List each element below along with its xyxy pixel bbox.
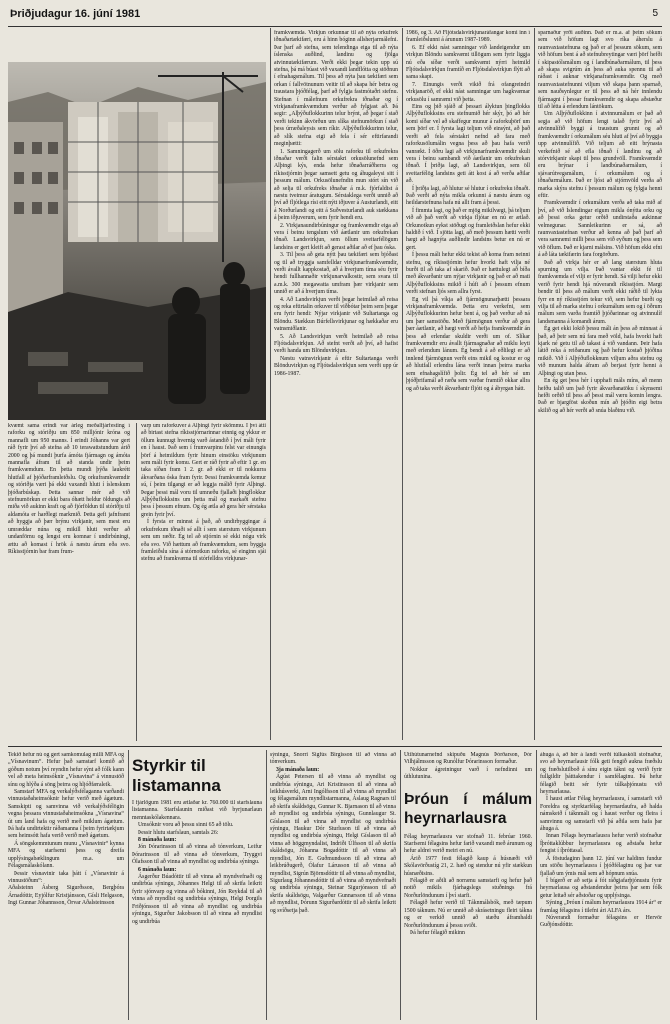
article-paragraph: Nokkur ágreiningur varð í nefndinni um úthlutunina. [404, 766, 532, 781]
article-paragraph: Á föstudaginn þann 12. júní var haldinn fundur um stöðu heyrnarlausra í þjóðfélaginu og þar var fjallað um ýmis mál sem að hópnum snúa. [540, 855, 662, 877]
column-rule [136, 423, 137, 741]
article-paragraph: Félagið hefur verið til Táknmálsbók, með tæpum 1500 táknum. Nú er unnið að skrásetningu fleiri tákna og er verkið unnið að stæðu áframhaldi Norðurlöndunum á þessu sviði. [404, 900, 532, 929]
section-divider [8, 746, 662, 747]
article-paragraph: Í fimmta lagi, og það er mjög mikilvægt, þá teljum við að það verði að virkja fljótar en nú er ætlað. Orkunotkun eykst stöðugt og framleiðslan hefur ekki haldið í við. Í sjötta lagi, að með þessum hætti verði hægt að hagnýta auðlindir landsins betur en nú er gert. [406, 207, 530, 251]
article-paragraph: Framkvæmdir í orkumálum verða að taka mið af því, að við Íslendingar eigum mikla ónýtta orku og að þessi orka getur orðið undirstaða aukinnar velmegunar. Sannleikurinn er sá, að raunvaxtastefnan verður að kenna að það þarf að vera samræmi milli þess sem við eyðum og þess sem við öflum. Það er kjarni málsins. Við höfum ekki efni á að láta tækifærin fara forgörðum. [538, 200, 662, 259]
article-paragraph: En ég get þess hér í upphafi máls míns, að menn hefðu talið um það fyrir ákvarðanatöku í skynsemi hefði orðið til þess að þessi mál væru komin lengra. Það er bjargföst skoðun mín að þjóðin eigi betra skilið og að hér verði að snúa blaðinu við. [538, 378, 662, 414]
construction-photo [8, 62, 266, 420]
article-paragraph: 1986, og 3. Að Fljótsdalsvirkjunaráfangar komi inn í framleiðslunni á árunum 1987-1989. [406, 30, 530, 44]
article-paragraph: 4. Að Landsvirkjun verði þegar heimilað að reisa og reka eftirtalin orkuver til viðbótar þeim sem þegar eru fyrir hendi: Nýjar virkjanir við Sultartanga og Blöndu. Stækkun Búrfellsvirkjunar og hækkaðar eru vatnsmiðlanir. [274, 296, 398, 333]
column-rule [536, 750, 537, 1020]
section-label: 6 mánaða laun: [138, 866, 177, 873]
column-rule [534, 28, 535, 740]
article-paragraph: 7. Einungis verði vikið frá ofangreindri virkjanaröð, ef ekki nást samningar um hagkvæmar orkusölu í samræmi við þetta. [406, 81, 530, 103]
article-paragraph: sýningu, Snorri Sigfús Birgisson til að vinna að tónverkum. [270, 752, 396, 766]
section-label: 3ja mánaða laun: [276, 766, 320, 773]
article-paragraph: Næstu vatnsvirkjanir á eftir Sultartanga verði Blönduvirkjun og Fljótsdalsvirkjun sem verði upp úr 1986-1987. [274, 355, 398, 377]
article-paragraph: Það að virkja hér er að lang stærstum hluta spurning um vilja. Það vantar ekki fé til framkvæmda ef vilji er fyrir hendi. Sá vilji hefur ekki verið fyrir hendi hjá núverandi ríkisstjórn. Margt bendir til þess að málum verði ekki ráðið til lykta fyrr en ný ríkisstjórn tekur við, sem hefur burði og vilja til að marka stefnu í orkumálum sem og í öðrum málum sem varða framtíð þjóðarinnar og atvinnulíf landsmanna á komandi árum. [538, 259, 662, 325]
article-paragraph: varp um raforkuver á Alþingi fyrir skömmu. Í því átti að birtast stefna ríkisstjórnarinnar einnig og ykkur er öllum kunnugt hvernig varð ástandið í því máli fyrir en í haust. Það sem í frumvarpinu felst var einungis þörf á heimildum fyrir hinum einstöku virkjunum sem máli fyrir komu. Gert er ráð fyrir að eftir 1 gr. en taka síðan fram 1 2. gr. að ekki er til nokkurra ákvarðana óska fram fyrir. Þessi framkvæmda kemur sú, í þeim tilgangi er að leggja málið fyrir Alþingi. Þegar þessi mál voru til umræðu fjallaði þingflokkur Alþýðuflokksins um þetta mál og markaði stefnu þess í þessum efnum. Og ég ætla að gera hér sérstaka grein fyrir því. [141, 423, 266, 518]
article-paragraph: Í fyrsta er minnst á það, að undirbyggingar á orkufrekum iðnaði sé allt í sem stærstum virkjunum sem um ræðir. Ég tel að stjórnin sé ekki nógu virk eða svo. Við hættum að framkvæmdum, sem byggja framleiðslu sína á stórnotkun raforku, sé einginn sjái stefnu að framkvæma til stórfelldra virkjunar- [141, 519, 266, 563]
article-paragraph: kvæmt sama erindi var árleg meðalfjárfesting í raforku og stóriðju um 850 milljónir króna og mannafli um 950 manns. Í erindi Jóhanns var gert ráð fyrir því að stefna að 10 terawattstundum árið 2000 og þá mundi þurfa ámóta fjármagn og ámóta mannafla áfram til að standa undir þeim framkvæmdum. En þetta mundi þýða laukrétt hlutfall af þjóðarframleiðslu. Og orkuframkvæmdir og stóriðja væri þá ekki vaxandi hluti í íslenskum þjóðarbúskap. Þetta sannar mér að við stefnumörkun er ekki bara óhætt heldur öldungis að miða við aukinn kraft og að fjórföldun til stóriðju til aldamóta er harðlegt markmið. Þetta gefi jafnframt að hyggja að þær brýnu virkjanir, sem mest eru umræddar núna og mikill hluti verður að undanförnu og lengst eru komnar í undirbúningi, ættu að komast í hrök á næstu árum eða svo. Ríkisstjórnin bar fram frum- [8, 423, 130, 555]
article-paragraph: Þessir hlutu starfslaun, samtals 26: [138, 829, 219, 836]
power-plant-construction-image [8, 62, 266, 420]
article-paragraph: Tekið hefur nú og gert samkomulag milli MFA og „Vísnavinum“. Hefur það samstarf komið að góðum notum því reyndin hefur sýnt að fólk kann vel að meta heimsóknir „Vísnavina“ á vinnustöð sínu og hlýða á söng þeirra og hljóðfæraleik. [8, 752, 124, 788]
article-paragraph: Í haust ætlar Félag heyrnarlausra, í samstarfi við Foreldra og styrktarfélag heyrnardaufra, að halda námskeið í táknmáli og í haust verður og fleira í samvinnu og samstarfi við þá aðila sem hafa þar áhuga á. [540, 796, 662, 833]
article-paragraph: Þá hefur félagið mikinn [410, 929, 465, 936]
column-rule [128, 750, 129, 1020]
article-paragraph: Þessir vísnavinir taka þátt í „Vísnavinir á vinnustöðum“: [8, 870, 124, 884]
article-paragraph: Samstarf MFA og verkalýðsfélaganna varðandi vinnustaðaheimsóknir hefur verið með ágætum. Samskipti og samvinna við verkalýðsfélögin vegna þessara vinnustaðaheimsókna „Vísnavina“ út um land hafa og verið með miklum ágætum. Þá hafa undirtektir ráðamanna í þeim fyrirtækjum sem heimsótt hafa verið verið með ágætum. [8, 789, 124, 840]
article-paragraph: Sýning „Þróun í málum heyrnarlausra 1914 ár“ er framlag félagsins í tilefni ári ALFA árs. [540, 900, 662, 914]
column-rule [270, 28, 271, 740]
article-paragraph: Ég get ekki lokið þessu máli án þess að minnast á það, að þeir sem nú fara með völd, hafa hvorki haft kjark né getu til að takast á við vandann. Þeir hafa látið reka á reiðanum og það hefur kostað þjóðina mikið. Við í Alþýðuflokknum viljum aðra stefnu og við munum halda áfram að berjast fyrir henni á Alþingi og utan þess. [538, 326, 662, 377]
article-paragraph: Eins og þið sjáið af þessari ályktun þingflokks Alþýðuflokksins eru stefnumið hér skýr, þó að hér komi síðar vel að skaffegur munur á raforkuþörf um sem þörf er. Í fyrsta lagi teljum við einsýnt, að það verði að fela sérstakri nefnd að fara með raforkusölumálin vegna þess að þau hafa verið vanrækt. Í öðru lagi að virkjunarframkvæmdir skuli vera í beinu sambandi við áætlanir um orkufrekan iðnað. Í þriðja lagi, að Landsvirkjun, sem öll sveitarfélög landsins geti átt kost á að verða aðilar að. [406, 104, 530, 185]
article-paragraph: Í bígerð er að setja á fót ráðgjafarþjónustu fyrir heyrnarlausa og aðstandendur þeirra þar sem fólk getur leitað sér aðstoðar og upplýsinga. [540, 877, 662, 899]
bottom-column-1 [8, 752, 124, 1020]
article-paragraph: Jón Þórarinsson til að vinna að tónverkum, Leifur Þórarinsson til að vinna að tónverkum, Tryggvi Ólafsson til að vinna að myndlist og undirbúa sýningu. [132, 844, 262, 866]
article-paragraph: áhuga á, að hér á landi verði túlkaskóli stofnaður, svo að heyrnarlausir fólk geti fengið aukna fræðslu og fræðslutilboð á sínu eigin tákni og verið fyrir fullgildir þátttakendur í samfélaginu. Þá hefur félagið beitt sér fyrir túlkaþjónustu við heyrnarlausa. [540, 752, 662, 796]
article-paragraph: Félag heyrnarlausra var stofnað 11. febrúar 1960. Starfsemi félagsins hefur farið vaxandi með árunum og hefur aldrei verið meiri en nú. [404, 833, 532, 855]
article-paragraph: Ásgerður Búadóttir til að vinna að myndvefnaði og undirbúa sýningu, Jóhannes Helgi til að skrifa leikrit fyrir sjónvarp og vinna að bókinni, Jón Reykdal til að vinna að myndlist og undirbúa sýningu, Helgi Þorgils Friðjónsson til að vinna að myndlist og undirbúa sýningu, Sigurður Jakobsson til að vinna að myndlist og undirbúa [132, 874, 262, 925]
name-list: Aðalsteinn Ásberg Sigurðsson, Bergþóra Árnadóttir, Eyjólfur Kristjánsson, Gísli Helgason, Ingi Gunnar Jóhannsson, Örvar Aðalsteinsson [8, 885, 124, 907]
article-paragraph: Ágúst Petersen til að vinna að myndlist og undirbúa sýningu, Ari Kristinsson til að vinna að leikhúsverki, Arni Ingólfsson til að vinna að myndlist og félagsmálum myndlistarmanna, Áslaug Ragnars til að skrifa skáldsögu, Gunnar K. Bjarnason til að vinna að myndlist og undirbúa sýningu, Gunnlaugur St. Gíslason til að vinna að myndlist og undirbúa sýningu, Haukur Dór Sturluson til að vinna að myndlist og undirbúa sýningu, Helgi Gíslason til að vinna að höggmyndalist, Indriði Úlfsson til að skrifa skáldsögu, Jóhanna Bogadóttir til að vinna að myndlist, Jón E. Guðmundsson til að vinna að leikbrúðugerð, Ólafur Lárusson til að vinna að myndlist, Sigrún Björnsdóttir til að vinna að myndlist, Sigurlaug Jóhannesdóttir til að vinna að myndvefnaði og undirbúa sýningu, Steinar Sigurjónsson til að skrifa skáldsögu, Valgarður Gunnarsson til að vinna að myndlist, Þórunn Sigurðardóttir til að skrifa leikrit og svíðsetja það. [270, 774, 396, 914]
column-rule [400, 750, 401, 1020]
bottom-column-2 [132, 800, 262, 1020]
article-paragraph: Í fjárlögum 1981 eru ætlaðar kr. 760.000 til starfslauna listamanna. Starfslaunin miðast við byrjunarlaun menntaskólakennara. [132, 800, 262, 821]
article-paragraph: Árið 1977 festi félagið kaup á húsnæði við Skólavörðustíg 21, 2. hæð og stendur nú yfir stækkun húsnæðisins. [404, 855, 532, 877]
article-paragraph: Í þriðja lagi, að hlutur sé hlutur í orkufreku iðnaði. Það verði að nýta mikla orkunni á næstu árum og heildarstefnuna hafa nú allt fram á þessi. [406, 185, 530, 207]
article-paragraph: 5. Að Landsvirkjun verði heimilað að reisa Fljótsdalsvirkjun. Að stefnt verði að því, að hafist verði handa um Blönduvirkjun. [274, 333, 398, 355]
top-column-5 [538, 30, 662, 742]
headline-throun: Þróun í málum heyrnarlausra [404, 790, 532, 827]
article-paragraph: Innan Félags heyrnarlausra hefur verið stofnaður Íþróttaklúbbur heyrnarlausra og aðstaða hefur fengist í íþróttasal. [540, 833, 662, 855]
headline-styrkir: Styrkir til listamanna [132, 756, 221, 795]
article-paragraph: Á söngskemmtunum munu „Vísnavinir“ kynna MFA og starfsemi þess og dreifa upplýsingabæklingum m.a. um Félagsmálaskólann. [8, 840, 124, 870]
top-left-column [8, 423, 130, 743]
top-column-4 [406, 30, 530, 742]
page-number: 5 [652, 8, 658, 19]
article-paragraph: Eg vil þá víkja að fjármögnunarþætti þessara virkjanaframkvæmda. Þetta eru verkefni, sem Alþýðuflokkurinn hefur bent á, og það verður að ná um þær samstöðu. Með fjármögnun verður að gera þær áætlanir, að hægt verði að hefja framkvæmdir án þess að erlendar skuldir verði um of. Slíkar framkvæmdir eru ávallt fjármagnaðar að miklu leyti með erlendum lánum. Ég bendi á að eðlilegt er að innlend fjármögnun verði eins mikil og kostur er og að hlutfall erlendra lána verði innan þeirra marka sem efnahagslífið þolir. Ég tel að hér sé um þjóðþrifamál að ræða sem varðar framtíð okkar allra og að taka verði ákvarðanir fljótt og á ábyrgan hátt. [406, 296, 530, 392]
article-paragraph: 2. Virkjanaundirbúningur og framkvæmdir eiga að vera í beinu tengslum við áætlanir um orkufrekan iðnað. Landsvirkjun, sem öllum sveitarfélögum landsins er gert kleift að gerast aðilar að ef þau óska. [274, 222, 398, 251]
article-paragraph: sparnaður yrði auðinn. Það er m.a. af þeim sökum sem við höfum lagt svo ríka áherslu á raunvaxtastefnuna og það er af þessum sökum, sem við höfum bent á að stefnubreytingar væri þörf hefði í skipastólsmálum og í landbúnaðarmálum, til þess að skapa svigrúm án þess að auka spennu til að ráðast í auknar virkjanaframkvæmdir. Og með raunvaxtastefnunni viljum við skapa þann sparnað, sem nauðsynlegur er til þess að ná hér innlendu fjármagni í þessar framkvæmdir og skapa aðstæður til að létta á erlendum lántökum. [538, 30, 662, 111]
article-paragraph: 6. Ef ekki nást samningar við landeigendur um virkjun Blöndu samkvæmt tillögum sem fyrir liggja nú eða síðar verði samkvæmt nýrri heimild Fljótsdalsvirkjun framtíð en Fljótsdalsvirkjun flýtt að sama skapi. [406, 44, 530, 81]
page-header [8, 4, 662, 27]
issue-date: Þriðjudagur 16. júní 1981 [10, 8, 141, 20]
bottom-column-3 [270, 752, 396, 1020]
article-paragraph: Um Alþýðuflokkinn í atvinnumálum er það að segja að við höfum lengi talað fyrir því að atvinnulífið byggi á traustum grunni og að framkvæmdir í orkumálum séu hluti af því að byggja upp atvinnulífið. Við teljum að eitt brýnasta verkefnið sé að efla iðnað í landinu og að stórvirkjanir skapi til þess grundvöll. Framkvæmdir eru brýnar í landbúnaðarmálum, í sjávarútvegsmálum, í orkumálum og í iðnaðarmálum. Það er ljóst að stjórnvöld verða að marka skýra stefnu í þessum málum og fylgja henni eftir. [538, 111, 662, 199]
article-paragraph: Útihútunarnefnd skipuðu Magnús Þórðarson, Þór Vilhjálmsson og Runólfur Þórarinsson formaður. [404, 752, 532, 766]
top-middle-column [141, 423, 266, 743]
article-paragraph: Í þessu máli hefur ekki tekist að koma fram neinni stefnu, og ríkisstjórnin hefur hvorki haft vilja né burði til að taka af skarið. Það er hættulegt að bíða með ákvarðanir um nýjar virkjanir og það er að mati Alþýðuflokksins mikið í húfi að í þessum efnum verði stefnan ljós sem allra fyrst. [406, 252, 530, 296]
article-paragraph: Umsóknir voru að þessu sinni 65 að tölu. [138, 822, 234, 829]
bottom-column-4 [404, 752, 532, 1020]
article-paragraph: 3. Til þess að geta nýtt þau tækifæri sem bjóðast og til að tryggja samfelldar virkjunarframkvæmdir, verði ávallt kappkostað, að á hverjum tíma séu fyrir hendi fullhannaðir virkjunarvalkostir, sem svara til a.m.k. 300 megawatta umfram þær virkjanir sem unnið er að á hverjum tíma. [274, 252, 398, 296]
article-paragraph: 1. Samningagerð um sölu raforku til orkufrekra iðnaðar verði falin sérstakri orkusölunefnd sem Alþingi kýs, enda hefur iðnaðarráðherra og ríkisstjórnin þegar samsett getu og áhugaleysi sitt í þessum málum. Orkusölunefndin mun stórt sín við að selja til orkufreks iðnaðar á m.k. fjórfaldist á næstu tveimur áratugum. Sérstaklega verði unnið að því að fljótlega rísi eitt nýtt iðjuver á Austurlandi, eitt á Norðurlandi og eitt á Suðvesturlandi auk stækkana á þeim iðjuverum, sem fyrir hendi eru. [274, 148, 398, 222]
top-column-3 [274, 30, 398, 742]
column-rule [266, 750, 267, 1020]
section-label: 8 mánaða laun: [138, 837, 177, 844]
column-rule [402, 28, 403, 740]
article-paragraph: framkvæmda. Virkjun orkunnar til að nýta orkufrek iðnaðartækifæri, eru á hinn bóginn allsherjarmálefni. Þar þarf að stefna, sem telendinga eiga til að nýta íslenska auðlind, landinu og fjölga atvinnutækifærum. Verði ekki þegar tekin upp sú stefna, þá má búast við vaxandi landflótta og stöðnun í efnahagsmálum. Til þess að nýta þau tækifæri sem orkan í fallvötnunum veitir til að skapa hér betra og traustara þjóðfélag, þarf að fylgja fastmótaðri stefnu. Stefnan í málefnum orkufrekra iðnaðar og í virkjanaframkvæmdum verður að fylgjast að. Þá segir: „Alþýðuflokkurinn telur brýnt, að þegar í stað verði tekinn ákvörðun um slíka stefnumörkun í stað þess úrræðaleysis sem ríkir. Alþýðuflokkurinn telur, að slík stefna eigi að fela í sér eftirfarandi meginþætti: [274, 30, 398, 148]
article-paragraph: Félagið er aðili að norrænu samstarfi og hefur það notið mikils fjárhagslegs stuðnings frá Norðurlöndunum í því starfi. [404, 878, 532, 899]
bottom-column-5 [540, 752, 662, 1020]
article-paragraph: Núverandi formaður félagsins er Hervör Guðjónsdóttir. [540, 914, 662, 929]
